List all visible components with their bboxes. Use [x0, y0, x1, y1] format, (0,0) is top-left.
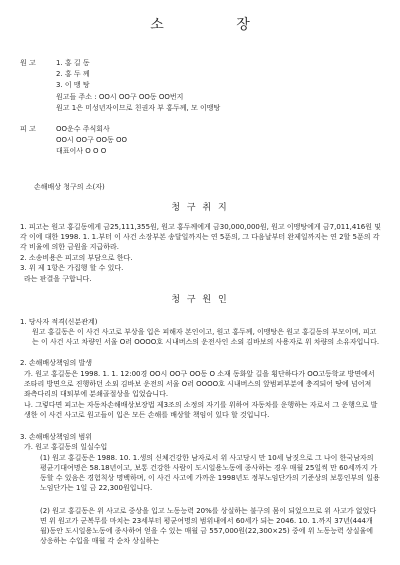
plaintiff-guardian-note: 원고 1은 미성년자이므로 친권자 부 홍두께, 모 이맹탕 — [56, 104, 221, 112]
cause-section-2-title: 2. 손해배상책임의 발생 — [20, 359, 92, 367]
cause-section-1-title: 1. 당사자 적격(신분관계) — [20, 318, 98, 326]
claim-closing: 라는 판결을 구합니다. — [24, 275, 92, 283]
cause-section-3-item-2: (2) 원고 홍길동은 위 사고로 중상을 입고 노동능력 20%를 상실하는 불구의 몸이 되었으므로 위 사고가 없었다면 위 원고가 군복무를 마치는 23세부터 평균여명의 범위내에서 60세가 되는 2046. 10. 1.까지 37년(444개월)동안 도시일용노동에 종사하여 얻을 수 있는 매월 금 557,000원(22,300×25) 중에 위 노동능력 상실율에 상응하는 수입을 매월 각 순차 상실하는 — [40, 507, 377, 545]
plaintiff-address: 원고들 주소 : OO시 OO구 OO동 OO번지 — [56, 93, 184, 101]
plaintiff-item-3: 3. 이 맹 탕 — [56, 81, 90, 89]
cause-section-1-body: 원고 홍길동은 이 사건 사고로 부상을 입은 피해자 본인이고, 원고 홍두께, 이맹탕은 원고 홍길동의 부모이며, 피고는 이 사건 사고 차량인 서울 O러 OOOO호 시내버스의 운전사인 소외 김바보의 사용자로 위 차량의 소유자입니다. — [32, 328, 380, 346]
plaintiff-label: 원 고 — [20, 59, 36, 67]
defendant-address: OO시 OO구 OO동 OO — [56, 136, 128, 144]
document-title: 소 장 — [150, 17, 284, 33]
cause-section-2-b: 나. 그렇다면 피고는 자동차손해배상보장법 제3조의 소정의 자기를 위하여 자동차를 운행하는 자로서 그 운행으로 발생한 이 사건 사고로 원고들이 입은 모든 손해를 배상할 책임이 있다 할 것입니다. — [24, 401, 378, 419]
cause-section-3-title: 3. 손해배상책임의 범위 — [20, 433, 92, 441]
plaintiff-item-1: 1. 홍 길 동 — [56, 59, 90, 67]
claim-item-3: 3. 위 제 1항은 가집행 할 수 있다. — [20, 264, 124, 272]
claim-heading: 청 구 취 지 — [171, 203, 229, 213]
case-title: 손해배상 청구의 소(자) — [34, 183, 105, 191]
cause-section-2-a: 가. 원고 홍길동은 1998. 1. 1. 12:00경 OO시 OO구 OO동 O 소재 동화앞 길을 횡단하다가 OO고등학교 방면에서 조타리 방면으로 진행하던 소외 김바보 운전의 서울 O러 OOOO호 시내버스의 앞범퍼부분에 충격되어 땅에 넘어져 좌측다리의 대퇴부에 분쇄골절상을 입었습니다. — [24, 370, 375, 398]
defendant-label: 피 고 — [20, 125, 36, 133]
defendant-name: OO운수 주식회사 — [56, 125, 110, 133]
defendant-representative: 대표이사 O O O — [56, 147, 107, 155]
claim-item-2: 2. 소송비용은 피고의 부담으로 한다. — [20, 254, 133, 262]
cause-heading: 청 구 원 인 — [171, 295, 229, 305]
plaintiff-item-2: 2. 홍 두 께 — [56, 70, 90, 78]
claim-item-1: 1. 피고는 원고 홍길동에게 금25,111,355원, 원고 홍두께에게 금30,000,000원, 원고 이맹탕에게 금7,011,416원 및 각 이에 대한 1998. 1. 1.부터 이 사건 소장부본 송달일까지는 연 5푼의, 그 다음날부터 완제일까지는 연 2할 5푼의 각각 비율에 의한 금원을 지급하라. — [20, 223, 382, 251]
cause-section-3-a: 가. 원고 홍길동의 일실수입 — [24, 443, 108, 451]
cause-section-3-item-1: (1) 원고 홍길동은 1988. 10. 1.생의 신체건강한 남자로서 위 사고당시 만 10세 남짓으로 그 나이 한국남자의 평균기대여명은 58.18년이고, 보통 건강한 사람이 도시일용노동에 종사하는 경우 매월 25일씩 만 60세까지 가동할 수 있음은 경험칙상 명백하며, 이 사건 사고에 가까운 1998년도 정부노임단가의 기준상의 보통인부의 일용노임단가는 1일 금 22,300원입니다. — [40, 454, 380, 492]
